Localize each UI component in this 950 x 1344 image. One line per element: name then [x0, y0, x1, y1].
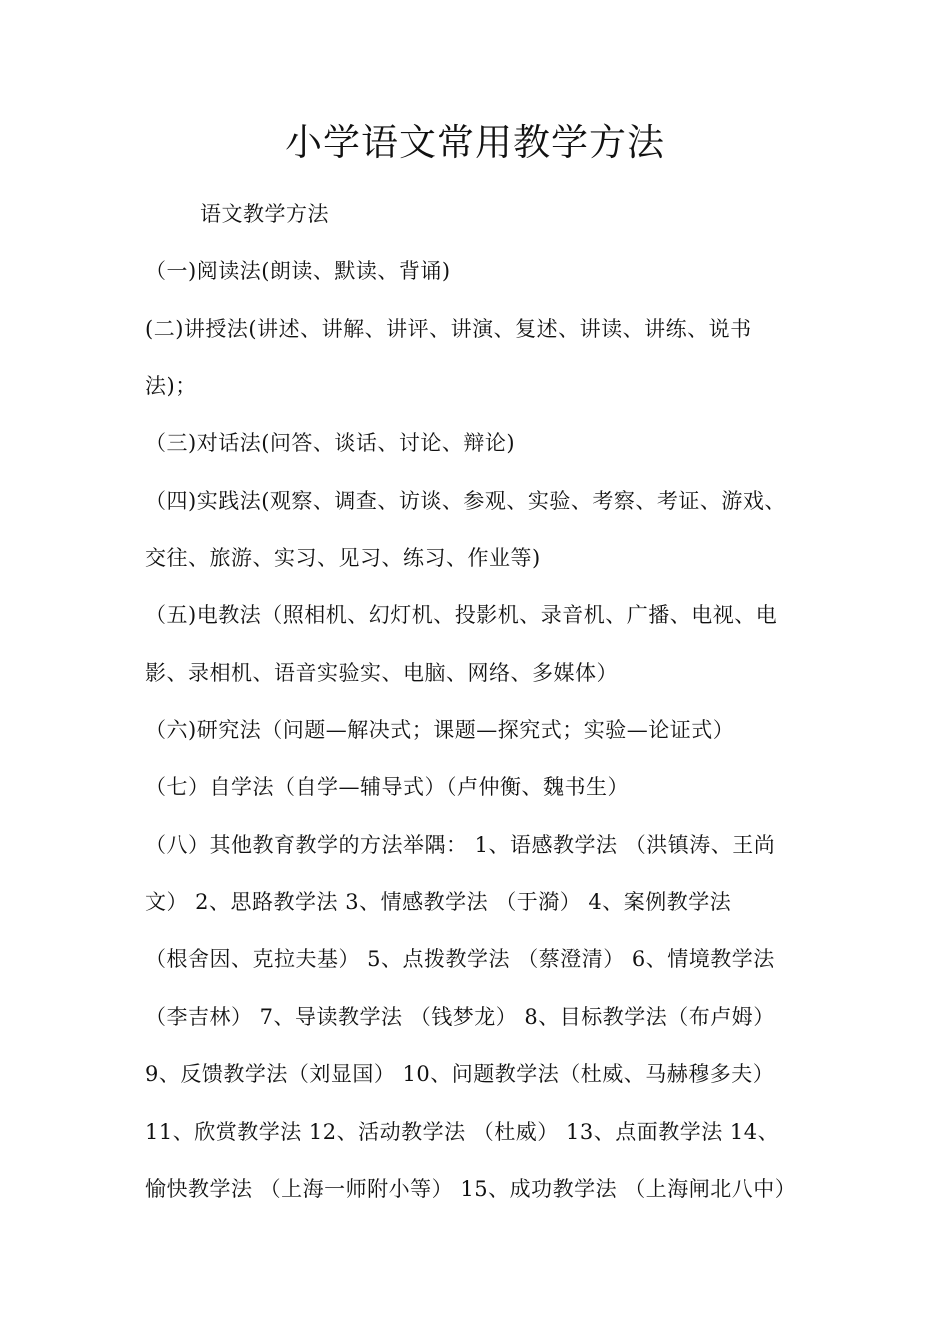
section-heading: 语文教学方法 — [200, 202, 329, 226]
text-line-2: (二)讲授法(讲述、讲解、讲评、讲演、复述、讲读、讲练、说书 — [145, 317, 752, 341]
text-line-6: 交往、旅游、实习、见习、练习、作业等) — [145, 546, 541, 570]
text-line-11: （八）其他教育教学的方法举隅： 1、语感教学法 （洪镇涛、王尚 — [145, 833, 776, 857]
text-line-4: （三)对话法(问答、谈话、讨论、辩论) — [145, 431, 516, 455]
text-line-13: （根舍因、克拉夫基） 5、点拨教学法 （蔡澄清） 6、情境教学法 — [145, 947, 775, 971]
text-line-14: （李吉林） 7、导读教学法 （钱梦龙） 8、目标教学法（布卢姆） — [145, 1005, 775, 1029]
text-line-12: 文） 2、思路教学法 3、情感教学法 （于漪） 4、案例教学法 — [145, 890, 732, 914]
text-line-1: （一)阅读法(朗读、默读、背诵) — [145, 259, 451, 283]
text-line-17: 愉快教学法 （上海一师附小等） 15、成功教学法 （上海闸北八中） — [145, 1177, 797, 1201]
text-line-9: （六)研究法（问题—解决式；课题—探究式；实验—论证式） — [145, 718, 735, 742]
text-line-8: 影、录相机、语音实验实、电脑、网络、多媒体） — [145, 661, 618, 685]
text-line-5: （四)实践法(观察、调查、访谈、参观、实验、考察、考证、游戏、 — [145, 489, 786, 513]
text-line-7: （五)电教法（照相机、幻灯机、投影机、录音机、广播、电视、电 — [145, 603, 778, 627]
text-line-16: 11、欣赏教学法 12、活动教学法 （杜威） 13、点面教学法 14、 — [145, 1120, 780, 1144]
text-line-10: （七）自学法（自学—辅导式）（卢仲衡、魏书生） — [145, 775, 629, 799]
text-line-15: 9、反馈教学法（刘显国） 10、问题教学法（杜威、马赫穆多夫） — [145, 1062, 775, 1086]
text-line-3: 法)； — [145, 374, 197, 398]
page-title: 小学语文常用教学方法 — [285, 121, 665, 164]
